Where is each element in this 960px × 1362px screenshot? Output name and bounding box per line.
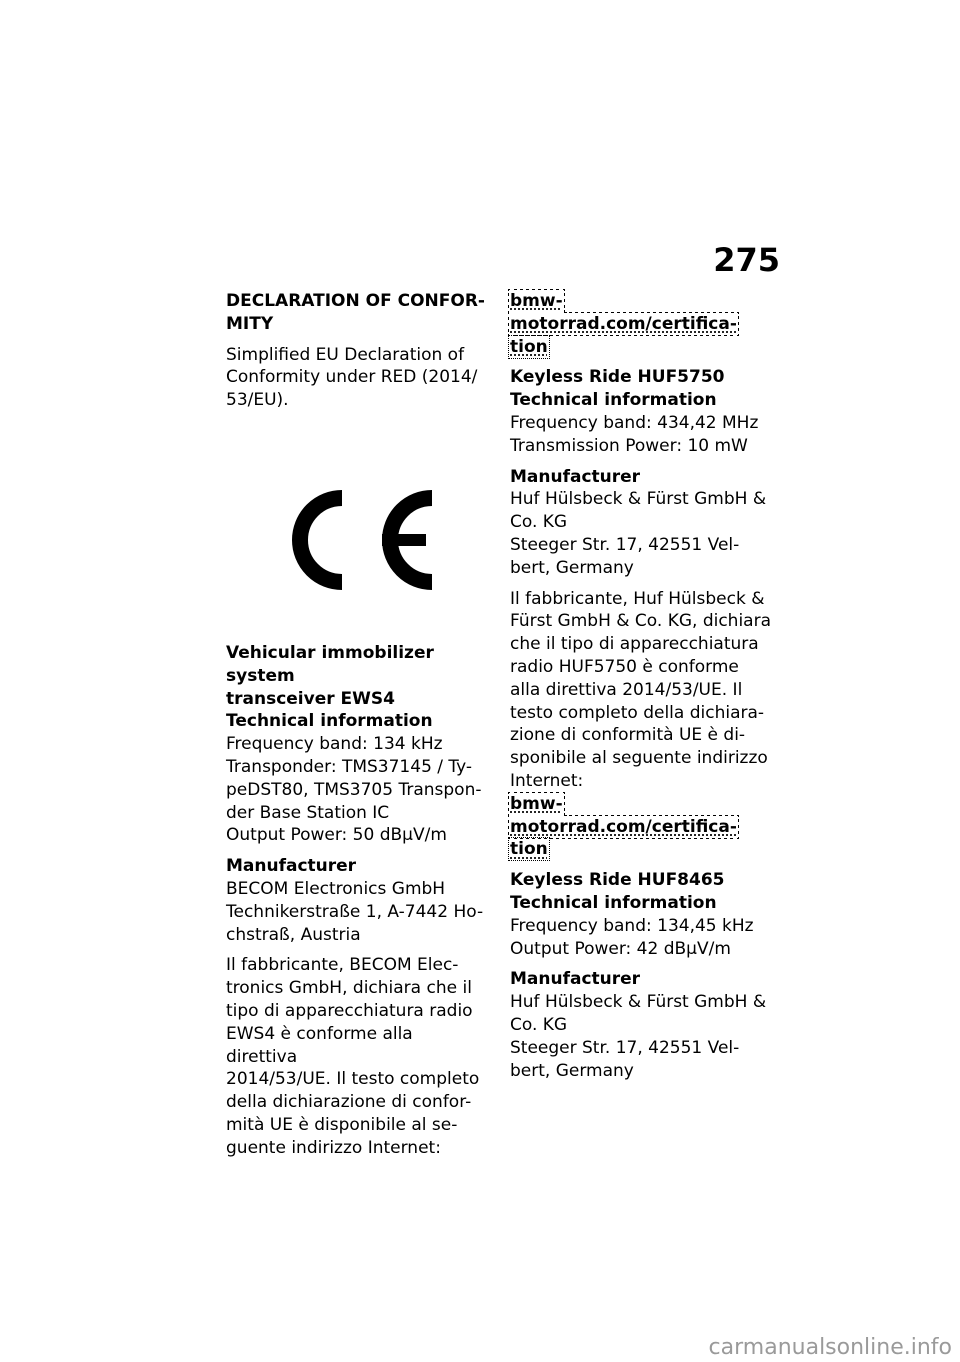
ews4-declaration-line-4: EWS4 è conforme alla direttiva bbox=[226, 1023, 413, 1067]
huf8465-power: Output Power: 42 dBµV/m bbox=[510, 938, 731, 959]
intro-line-3: 53/EU). bbox=[226, 390, 289, 411]
huf8465-manufacturer bbox=[510, 991, 772, 1082]
ews4-manufacturer-label: Manufacturer bbox=[226, 856, 357, 877]
huf5750-declaration bbox=[510, 588, 772, 793]
huf5750-tech-info bbox=[510, 412, 772, 458]
huf5750-manufacturer-line-1: Huf Hülsbeck & Fürst GmbH & bbox=[510, 489, 767, 510]
ews4-tech-label: Technical information bbox=[226, 711, 433, 732]
huf5750-title: Keyless Ride HUF5750 bbox=[510, 367, 725, 388]
huf5750-declaration-line-5: alla direttiva 2014/53/UE. Il bbox=[510, 679, 743, 700]
huf8465-manufacturer-line-4: bert, Germany bbox=[510, 1060, 634, 1081]
certification-link-1-line-1[interactable]: bmw-motorrad.com/certifica- bbox=[510, 291, 737, 334]
certification-link-1-line-2[interactable]: tion bbox=[510, 336, 548, 357]
ews4-manufacturer bbox=[226, 878, 488, 946]
intro-line-2: Conformity under RED (2014/ bbox=[226, 367, 478, 388]
certification-link-2-line-2[interactable]: tion bbox=[510, 839, 548, 860]
ce-mark-icon bbox=[282, 482, 442, 602]
huf5750-manufacturer-label: Manufacturer bbox=[510, 466, 641, 487]
certification-link-2[interactable] bbox=[510, 793, 772, 861]
huf8465-manufacturer-label: Manufacturer bbox=[510, 969, 641, 990]
huf5750-manufacturer-line-4: bert, Germany bbox=[510, 557, 634, 578]
ews4-transponder-line-1: Transponder: TMS37145 / Ty- bbox=[226, 756, 473, 777]
ews4-manufacturer-line-3: chstraß, Austria bbox=[226, 924, 361, 945]
huf8465-manufacturer-line-2: Co. KG bbox=[510, 1014, 568, 1035]
certification-link-2-line-1[interactable]: bmw-motorrad.com/certifica- bbox=[510, 793, 737, 837]
ews4-declaration-line-6: della dichiarazione di confor- bbox=[226, 1092, 472, 1113]
huf5750-power: Transmission Power: 10 mW bbox=[510, 435, 748, 456]
ews4-declaration-line-7: mità UE è disponibile al se- bbox=[226, 1114, 458, 1135]
ews4-declaration-line-5: 2014/53/UE. Il testo completo bbox=[226, 1069, 480, 1090]
left-column bbox=[226, 290, 488, 1168]
ews4-manufacturer-line-1: BECOM Electronics GmbH bbox=[226, 878, 446, 899]
huf5750-declaration-line-3: che il tipo di apparecchiatura bbox=[510, 634, 759, 655]
huf5750-declaration-line-6: testo completo della dichiara- bbox=[510, 702, 765, 723]
huf5750-declaration-line-7: zione di conformità UE è di- bbox=[510, 725, 746, 746]
declaration-title bbox=[226, 290, 488, 336]
ews4-transponder-line-3: der Base Station IC bbox=[226, 802, 390, 823]
huf8465-manufacturer-line-1: Huf Hülsbeck & Fürst GmbH & bbox=[510, 992, 767, 1013]
ews4-transponder-line-2: peDST80, TMS3705 Transpon- bbox=[226, 779, 482, 800]
right-column bbox=[510, 290, 772, 1090]
huf5750-declaration-line-4: radio HUF5750 è conforme bbox=[510, 656, 739, 677]
huf5750-declaration-line-2: Fürst GmbH & Co. KG, dichiara bbox=[510, 611, 772, 632]
huf5750-declaration-line-8: sponibile al seguente indirizzo bbox=[510, 748, 768, 769]
ews4-title-line-1: Vehicular immobilizer system bbox=[226, 642, 434, 686]
huf5750-declaration-line-9: Internet: bbox=[510, 770, 584, 791]
ews4-output-power: Output Power: 50 dBµV/m bbox=[226, 825, 447, 846]
huf8465-title: Keyless Ride HUF8465 bbox=[510, 870, 725, 891]
huf5750-declaration-line-1: Il fabbricante, Huf Hülsbeck & bbox=[510, 588, 765, 609]
huf8465-tech-label: Technical information bbox=[510, 892, 717, 913]
ews4-title-line-2: transceiver EWS4 bbox=[226, 688, 395, 709]
ews4-declaration-line-2: tronics GmbH, dichiara che il bbox=[226, 978, 472, 999]
intro-line-1: Simplified EU Declaration of bbox=[226, 344, 465, 365]
huf5750-manufacturer-line-3: Steeger Str. 17, 42551 Vel- bbox=[510, 534, 740, 555]
ews4-declaration-line-1: Il fabbricante, BECOM Elec- bbox=[226, 955, 459, 976]
ews4-declaration bbox=[226, 954, 488, 1159]
ews4-title bbox=[226, 642, 488, 710]
huf5750-manufacturer bbox=[510, 488, 772, 579]
huf5750-frequency: Frequency band: 434,42 MHz bbox=[510, 412, 759, 433]
declaration-intro bbox=[226, 344, 488, 412]
huf8465-tech-info bbox=[510, 915, 772, 961]
huf8465-frequency: Frequency band: 134,45 kHz bbox=[510, 915, 754, 936]
watermark: carmanualsonline.info bbox=[708, 1335, 952, 1360]
ews4-declaration-line-3: tipo di apparecchiatura radio bbox=[226, 1000, 473, 1021]
ews4-declaration-line-8: guente indirizzo Internet: bbox=[226, 1137, 441, 1158]
declaration-title-line-2: MITY bbox=[226, 313, 274, 334]
ews4-manufacturer-line-2: Technikerstraße 1, A-7442 Ho- bbox=[226, 901, 484, 922]
declaration-title-line-1: DECLARATION OF CONFOR- bbox=[226, 291, 485, 311]
certification-link-1[interactable] bbox=[510, 290, 772, 358]
ce-mark bbox=[282, 482, 442, 602]
page-number: 275 bbox=[713, 241, 780, 279]
ews4-tech-info bbox=[226, 733, 488, 847]
huf8465-manufacturer-line-3: Steeger Str. 17, 42551 Vel- bbox=[510, 1037, 740, 1058]
ews4-frequency: Frequency band: 134 kHz bbox=[226, 734, 443, 755]
huf5750-tech-label: Technical information bbox=[510, 390, 717, 411]
huf5750-manufacturer-line-2: Co. KG bbox=[510, 512, 568, 533]
